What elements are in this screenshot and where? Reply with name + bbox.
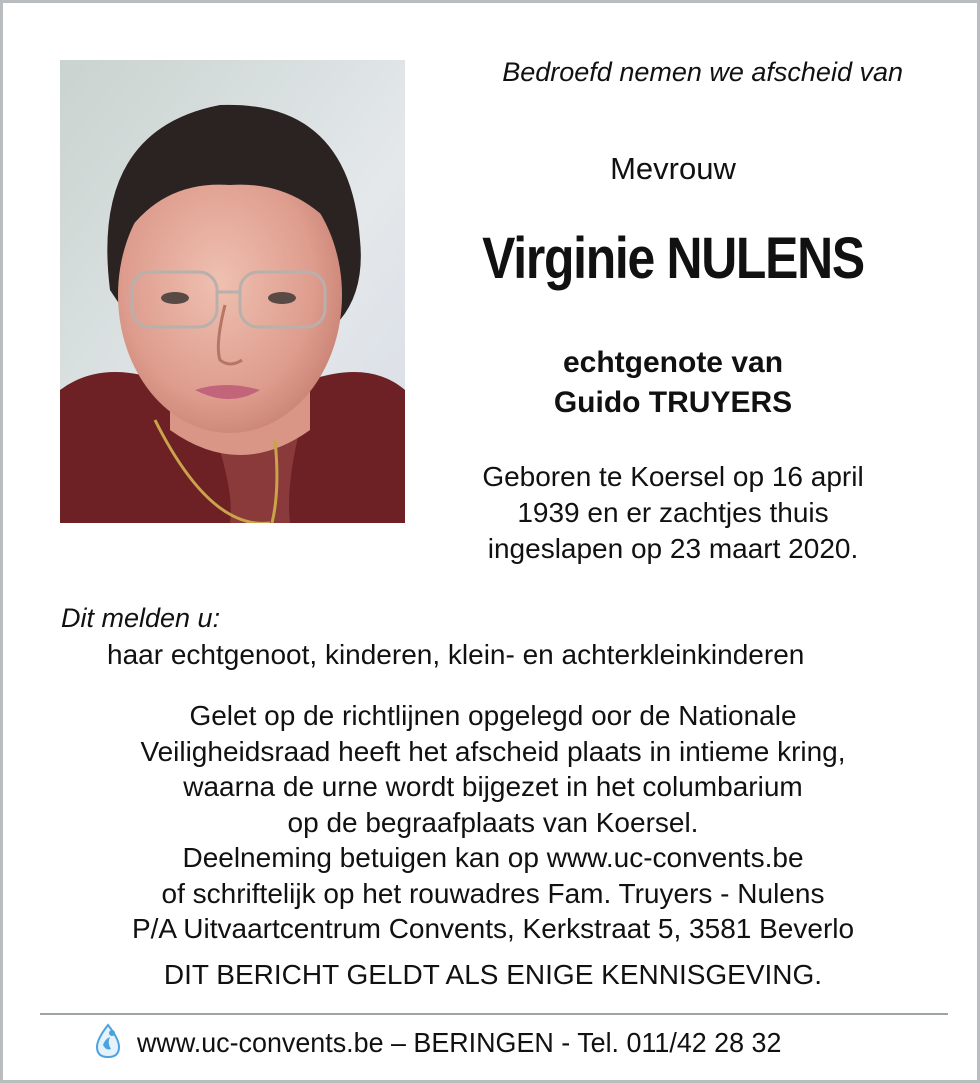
- divider: [40, 1013, 948, 1015]
- info-line: op de begraafplaats van Koersel.: [287, 806, 699, 838]
- info-line: Gelet op de richtlijnen opgelegd oor de Nationale: [189, 700, 797, 731]
- info-line: Veiligheidsraad heeft het afscheid plaats in intieme kring,: [140, 735, 846, 767]
- footer-text: www.uc-convents.be – BERINGEN - Tel. 011/42 28 32: [137, 1027, 782, 1058]
- notice-text: DIT BERICHT GELDT ALS ENIGE KENNISGEVING.: [163, 959, 823, 990]
- birth-line: 1939 en er zachtjes thuis: [517, 497, 829, 528]
- info-line: P/A Uitvaartcentrum Convents, Kerkstraat 5, 3581 Beverlo: [131, 913, 855, 944]
- spouse-block: [443, 343, 903, 423]
- birth-line: Geboren te Koersel op 16 april: [482, 461, 864, 492]
- deceased-name: Virginie NULENS: [482, 226, 864, 291]
- salutation: Mevrouw: [610, 151, 736, 186]
- info-text: [43, 698, 943, 947]
- announce-text: haar echtgenoot, kinderen, klein- en achterkleinkinderen: [107, 639, 805, 670]
- spouse-line-1: echtgenote van: [562, 346, 784, 379]
- water-drop-logo-icon: [93, 1023, 123, 1064]
- portrait-photo: [60, 60, 405, 523]
- announce-label: Dit melden u:: [61, 603, 221, 633]
- footer: [93, 1025, 808, 1061]
- info-line: of schriftelijk op het rouwadres Fam. Truyers - Nulens: [161, 877, 825, 909]
- birth-text: [443, 459, 903, 567]
- spouse-line-2: Guido TRUYERS: [553, 386, 793, 419]
- intro-text: Bedroefd nemen we afscheid van: [502, 57, 903, 87]
- info-line: Deelneming betuigen kan op www.uc-convents.be: [182, 842, 804, 873]
- birth-line: ingeslapen op 23 maart 2020.: [487, 533, 859, 564]
- info-line: waarna de urne wordt bijgezet in het columbarium: [183, 771, 803, 802]
